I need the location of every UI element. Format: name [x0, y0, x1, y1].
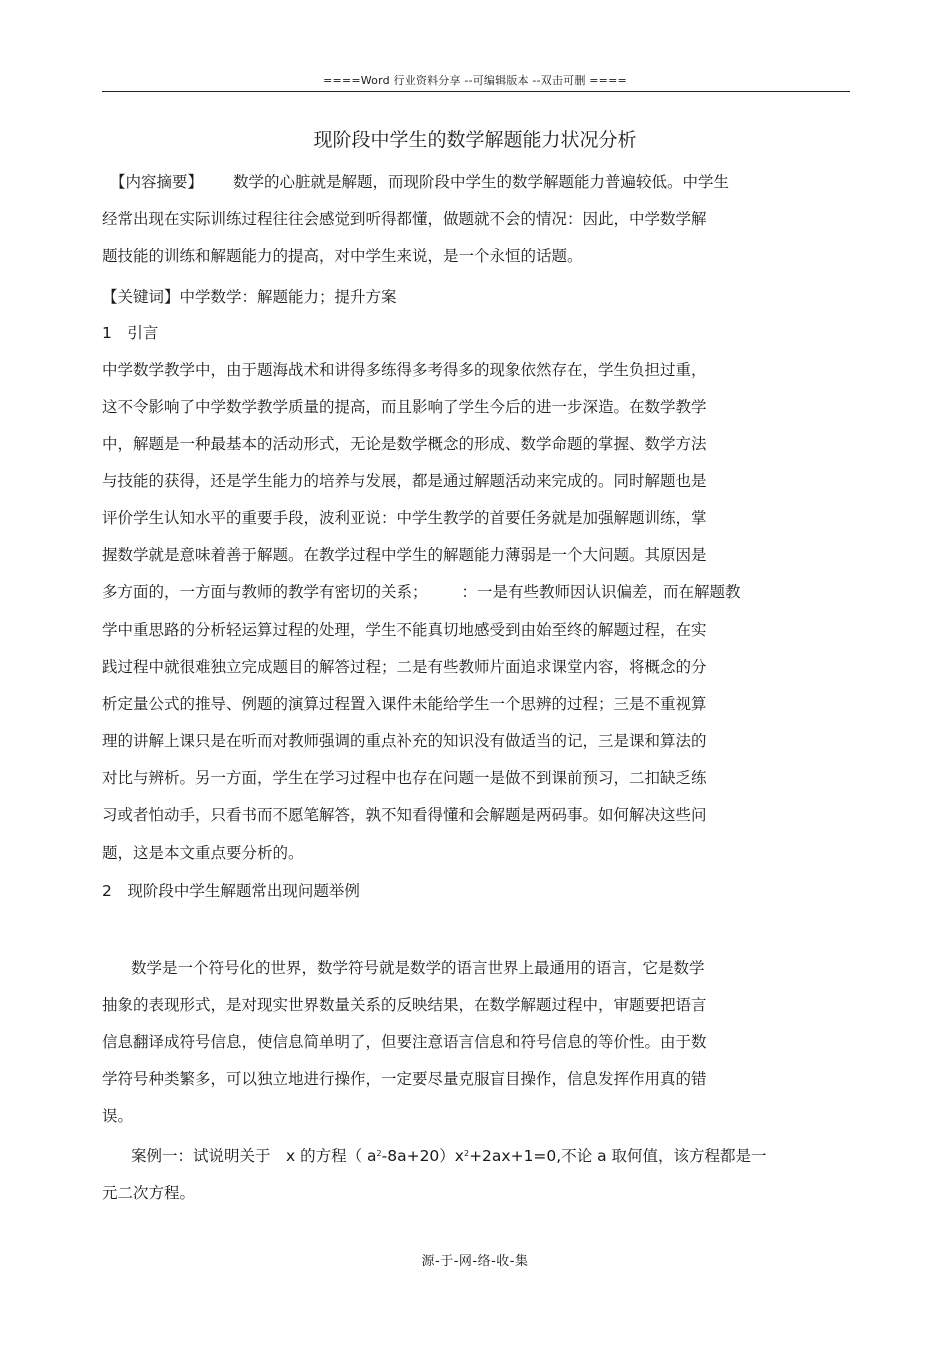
- section-2-line: 抽象的表现形式，是对现实世界数量关系的反映结果，在数学解题过程中，审题要把语言: [102, 996, 707, 1014]
- abstract-line-2: 经常出现在实际训练过程往往会感觉到听得都懂，做题就不会的情况：因此，中学数学解: [102, 210, 707, 228]
- abstract-line-3: 题技能的训练和解题能力的提高，对中学生来说，是一个永恒的话题。: [102, 247, 583, 265]
- section-1-line: 析定量公式的推导、例题的演算过程置入课件未能给学生一个思辨的过程；三是不重视算: [102, 695, 707, 713]
- page-footer: 源-于-网-络-收-集: [421, 1254, 529, 1269]
- exponent: 2: [376, 1149, 382, 1158]
- abstract-line-1: 【内容摘要】 数学的心脏就是解题，而现阶段中学生的数学解题能力普遍较低。中学生: [110, 173, 730, 191]
- header-divider: [102, 91, 850, 92]
- document-title: 现阶段中学生的数学解题能力状况分析: [313, 129, 637, 151]
- exponent: 2: [463, 1149, 470, 1158]
- section-1-line: 践过程中就很难独立完成题目的解答过程；二是有些教师片面追求课堂内容，将概念的分: [102, 658, 707, 676]
- section-2-line: 数学是一个符号化的世界，数学符号就是数学的语言世界上最通用的语言，它是数学: [131, 959, 705, 977]
- section-1-heading: 1 引言: [102, 324, 159, 342]
- section-1-line: 题，这是本文重点要分析的。: [102, 844, 304, 862]
- section-1-line: 与技能的获得，还是学生能力的培养与发展，都是通过解题活动来完成的。同时解题也是: [102, 472, 707, 490]
- section-2-line: 学符号种类繁多，可以独立地进行操作，一定要尽量克服盲目操作，信息发挥作用真的错: [102, 1070, 707, 1088]
- case-1-line-2: 元二次方程。: [102, 1184, 196, 1202]
- section-1-line: 对比与辨析。另一方面，学生在学习过程中也存在问题一是做不到课前预习，二扣缺乏练: [102, 769, 707, 787]
- section-1-line: 习或者怕动手，只看书而不愿笔解答，孰不知看得懂和会解题是两码事。如何解决这些问: [102, 806, 707, 824]
- section-1-line: 评价学生认知水平的重要手段，波利亚说：中学生教学的首要任务就是加强解题训练，掌: [102, 509, 707, 527]
- section-2-line: 误。: [102, 1107, 134, 1125]
- keywords: 【关键词】中学数学：解题能力；提升方案: [102, 288, 397, 306]
- section-1-line: 多方面的，一方面与教师的教学有密切的关系； ：一是有些教师因认识偏差，而在解题教: [102, 583, 741, 601]
- section-2-line: 信息翻译成符号信息，使信息简单明了，但要注意语言信息和符号信息的等价性。由于数: [102, 1033, 707, 1051]
- section-1-line: 中学数学教学中，由于题海战术和讲得多练得多考得多的现象依然存在，学生负担过重，: [102, 361, 707, 379]
- section-1-line: 学中重思路的分析轻运算过程的处理，学生不能真切地感受到由始至终的解题过程，在实: [102, 621, 707, 639]
- section-1-line: 这不令影响了中学数学教学质量的提高，而且影响了学生今后的进一步深造。在数学教学: [102, 398, 707, 416]
- case-1-line: 案例一：试说明关于 x 的方程（ $a^2-8a+20)x^2+2ax+1=0$,不论 a 取何值，该方程都是一: [131, 1147, 767, 1165]
- section-1-line: 中，解题是一种最基本的活动形式，无论是数学概念的形成、数学命题的掌握、数学方法: [102, 435, 707, 453]
- section-1-line: 理的讲解上课只是在听而对教师强调的重点补充的知识没有做适当的记，三是课和算法的: [102, 732, 707, 750]
- abstract-label: 【内容摘要】: [110, 173, 204, 191]
- section-1-line: 握数学就是意味着善于解题。在教学过程中学生的解题能力薄弱是一个大问题。其原因是: [102, 546, 707, 564]
- section-2-heading: 2 现阶段中学生解题常出现问题举例: [102, 882, 360, 900]
- page-header: ====Word 行业资料分享 --可编辑版本 --双击可删 ====: [323, 74, 627, 87]
